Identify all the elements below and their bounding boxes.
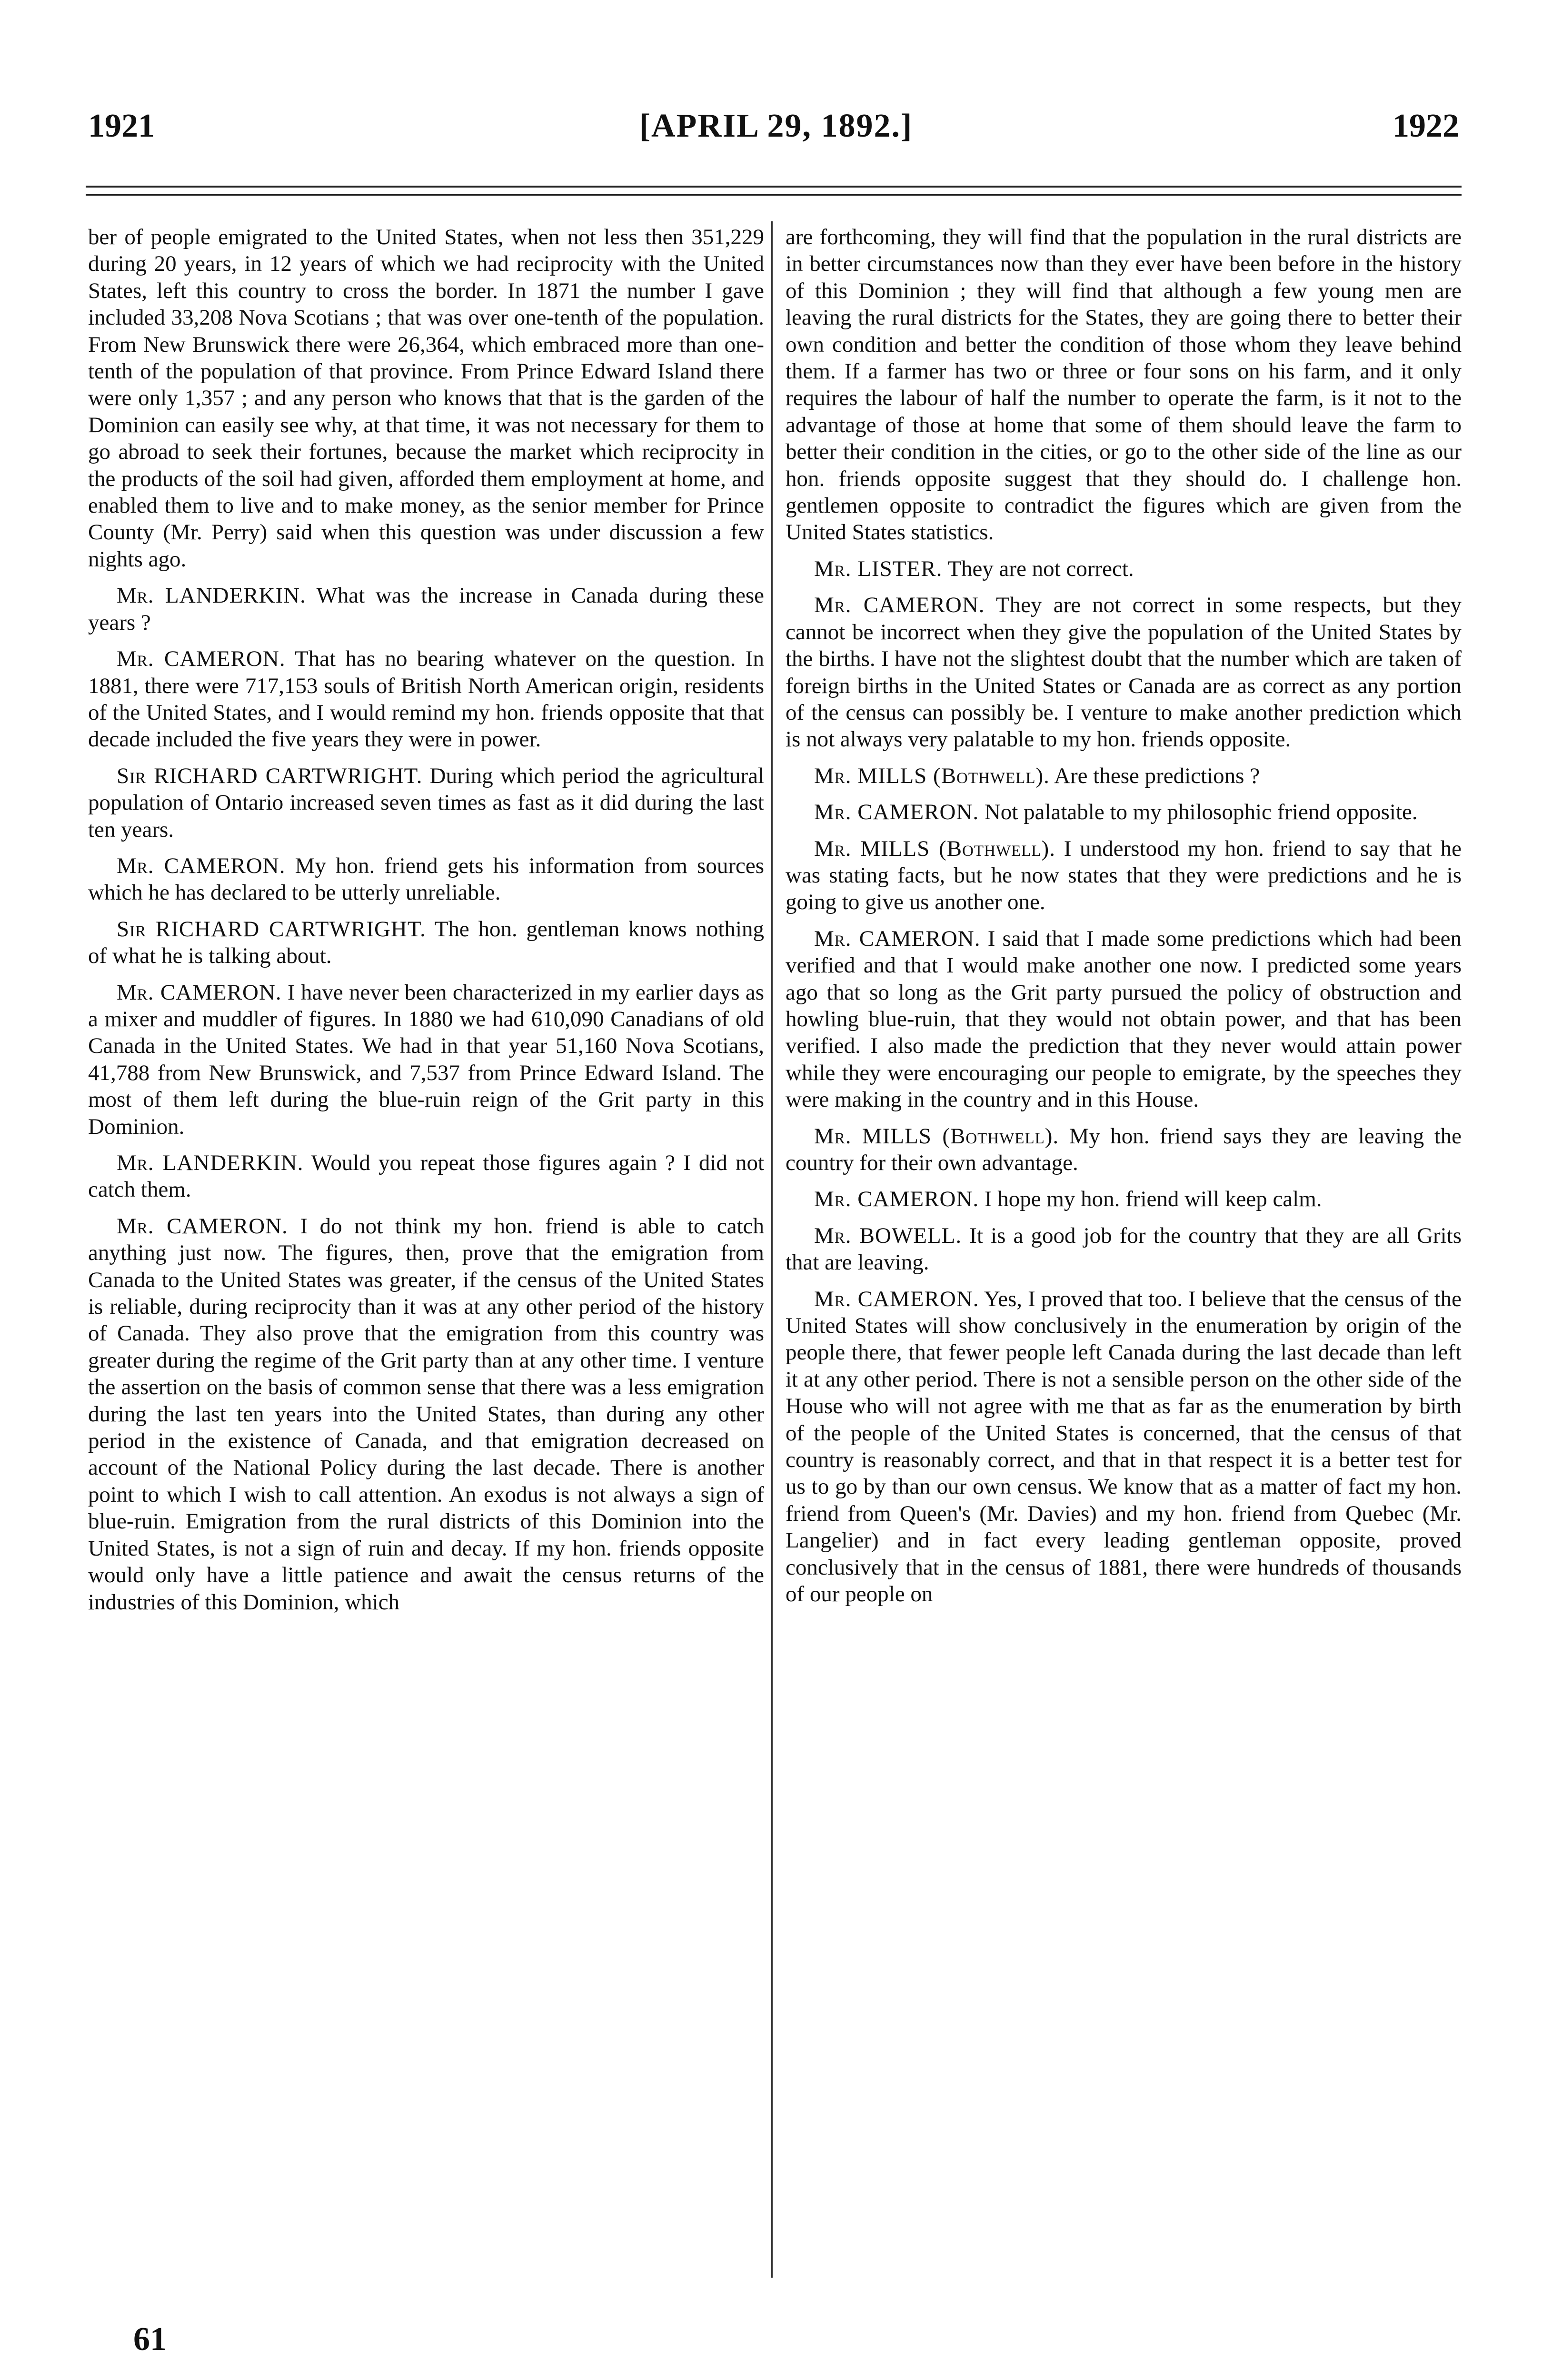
speech-text: I said that I made some predictions which had been verified and that I would make another one now. I predicted some years ago that so long as the Grit party pursued the policy of obstruction and howling blue-ruin, that they would not obtain power, and that has been verified. I also made the prediction that they never would attain power while they were encouraging our people to emigrate, by the speeches they were making in the country and in this House. bbox=[786, 926, 1462, 1112]
speech-paragraph bbox=[786, 799, 1462, 825]
page-number-right: 1922 bbox=[1393, 108, 1459, 144]
speech-text: The hon. gentleman knows nothing of what he is talking about. bbox=[88, 916, 765, 969]
speech-text: I have never been characterized in my earlier days as a mixer and muddler of figures. In 1880 we had 610,090 Canadians of old Canada in the United States. We had in that year 51,160 Nova Scotians, 41,788 from New Brunswick, and 7,537 from Prince Edward Island. The most of them left during the blue-ruin reign of the Grit party in this Dominion. bbox=[88, 980, 765, 1139]
speaker-name: Mr. CAMERON. bbox=[117, 646, 286, 672]
speech-text: Yes, I proved that too. I believe that the census of the United States will show conclusively in the enumeration by origin of the people there, that fewer people left Canada during the last decade than left it at any other period. There is not a sensible person on the other side of the House who will not agree with me that as far as the enumeration by birth of the people of the United States is concerned, that the census of that country is reasonably correct, and that in that respect it is a better test for us to go by than our own census. We know that as a matter of fact my hon. friend from Queen's (Mr. Davies) and my hon. friend from Quebec (Mr. Langelier) and in fact every leading gentleman opposite, proved conclusively that in the census of 1881, there were hundreds of thousands of our people on bbox=[786, 1286, 1462, 1607]
speech-paragraph bbox=[88, 916, 764, 970]
page-number-left: 1921 bbox=[88, 108, 155, 144]
header-rule-inner bbox=[86, 194, 1462, 196]
speech-text: It is a good job for the country that they are all Grits that are leaving. bbox=[786, 1223, 1462, 1275]
speech-paragraph bbox=[88, 1213, 764, 1616]
speaker-name: Mr. CAMERON. bbox=[814, 926, 981, 951]
speech-paragraph bbox=[786, 555, 1462, 582]
speech-text: are forthcoming, they will find that the population in the rural districts are in better circumstances now than they ever have been before in the history of this Dominion ; they will find that although a few young men are leaving the rural districts for the States, they are going there to better their own condition and better the condition of those whom they leave behind them. If a farmer has two or three or four sons on his farm, and it only requires the labour of half the number to operate the farm, is it not to the advantage of those at home that some of them should leave the farm to better their condition in the cities, or go to the other side of the line as our hon. friends opposite suggest that they should do. I challenge hon. gentlemen opposite to contradict the figures which are given from the United States statistics. bbox=[786, 225, 1462, 545]
left-column bbox=[88, 224, 764, 1625]
speech-text: During which period the agricultural population of Ontario increased seven times as fast as it did during the last ten years. bbox=[88, 763, 765, 842]
speech-paragraph bbox=[786, 224, 1462, 546]
speech-paragraph bbox=[786, 763, 1462, 789]
speech-paragraph bbox=[88, 224, 764, 573]
speech-text: They are not correct in some respects, but they cannot be incorrect when they give the population of the United States by the births. I have not the slightest doubt that the number which are taken of foreign births in the United States or Canada are as correct as any portion of the census can possibly be. I venture to make another prediction which is not always very palatable to my hon. friends opposite. bbox=[786, 593, 1462, 752]
speech-text: Are these predictions ? bbox=[1054, 763, 1260, 788]
speech-text: ber of people emigrated to the United States, when not less then 351,229 during 20 years, in 12 years of which we had reciprocity with the United States, left this country to cross the border. In 1871 the number I gave included 33,208 Nova Scotians ; that was over one-tenth of the population. From New Brunswick there were 26,364, which embraced more than one-tenth of the population of that province. From Prince Edward Island there were only 1,357 ; and any person who knows that that is the garden of the Dominion can easily see why, at that time, it was not necessary for them to go abroad to seek their fortunes, because the market which reciprocity in the products of the soil had given, afforded them employment at home, and enabled them to live and to make money, as the senior member for Prince County (Mr. Perry) said when this question was under discussion a few nights ago. bbox=[88, 225, 764, 572]
right-column bbox=[786, 224, 1462, 1617]
speech-paragraph bbox=[88, 853, 764, 906]
speech-paragraph bbox=[88, 645, 764, 753]
speech-text: My hon. friend gets his information from sources which he has declared to be utterly unreliable. bbox=[88, 853, 765, 905]
speech-paragraph bbox=[786, 925, 1462, 1113]
speaker-name: Mr. CAMERON. bbox=[814, 800, 979, 825]
speech-paragraph bbox=[786, 1222, 1462, 1276]
speech-text: They are not correct. bbox=[947, 556, 1134, 581]
speaker-name: Mr. CAMERON. bbox=[814, 593, 985, 618]
speaker-name: Mr. LANDERKIN. bbox=[117, 583, 306, 608]
speaker-name: Mr. LANDERKIN. bbox=[117, 1150, 304, 1175]
speech-paragraph bbox=[786, 1186, 1462, 1212]
speech-paragraph bbox=[88, 979, 764, 1140]
speech-paragraph bbox=[88, 763, 764, 843]
page-title: [APRIL 29, 1892.] bbox=[639, 108, 913, 144]
speech-text: Not palatable to my philosophic friend opposite. bbox=[984, 800, 1418, 825]
speaker-name: Mr. MILLS (Bothwell). bbox=[814, 763, 1050, 788]
speech-paragraph bbox=[88, 1150, 764, 1203]
signature-folio: 61 bbox=[133, 2321, 167, 2358]
speaker-name: Sir RICHARD CARTWRIGHT. bbox=[117, 763, 423, 788]
speaker-name: Mr. CAMERON. bbox=[117, 853, 286, 878]
speaker-name: Mr. CAMERON. bbox=[117, 1213, 288, 1239]
speech-text: I do not think my hon. friend is able to catch anything just now. The figures, then, prove that the emigration from Canada to the United States was greater, if the census of the United States is reliable, during reciprocity than it was at any other period of the history of Canada. They also prove that the emigration from this country was greater during the regime of the Grit party than at any other time. I venture the assertion on the basis of common sense that there was a less emigration during the last ten years into the United States, than during any other period in the existence of Canada, and that emigration decreased on account of the National Policy during the last decade. There is another point to which I wish to call attention. An exodus is not always a sign of blue-ruin. Emigration from the rural districts of this Dominion into the United States, is not a sign of ruin and decay. If my hon. friends opposite would only have a little patience and await the census returns of the industries of this Dominion, which bbox=[88, 1213, 765, 1615]
speaker-name: Sir RICHARD CARTWRIGHT. bbox=[117, 916, 426, 942]
speech-text: That has no bearing whatever on the question. In 1881, there were 717,153 souls of British North American origin, residents of the United States, and I would remind my hon. friends opposite that that decade included the five years they were in power. bbox=[88, 646, 764, 752]
speaker-name: Mr. CAMERON. bbox=[117, 980, 282, 1005]
speech-paragraph bbox=[88, 582, 764, 636]
header-rule bbox=[86, 186, 1462, 188]
speech-text: What was the increase in Canada during these years ? bbox=[88, 583, 764, 635]
speech-text: I understood my hon. friend to say that he was stating facts, but he now states that they were predictions and he is going to give us another one. bbox=[786, 836, 1462, 915]
speech-paragraph bbox=[786, 592, 1462, 753]
speaker-name: Mr. BOWELL. bbox=[814, 1223, 962, 1248]
speaker-name: Mr. CAMERON. bbox=[814, 1187, 979, 1212]
speech-text: My hon. friend says they are leaving the country for their own advantage. bbox=[786, 1123, 1462, 1175]
speaker-name: Mr. MILLS (Bothwell). bbox=[814, 1123, 1059, 1149]
speech-paragraph bbox=[786, 1123, 1462, 1177]
speech-text: Would you repeat those figures again ? I did not catch them. bbox=[88, 1150, 765, 1202]
speaker-name: Mr. LISTER. bbox=[814, 556, 943, 581]
speaker-name: Mr. MILLS (Bothwell). bbox=[814, 836, 1055, 861]
speech-text: I hope my hon. friend will keep calm. bbox=[984, 1187, 1322, 1212]
speaker-name: Mr. CAMERON. bbox=[814, 1286, 979, 1311]
column-divider bbox=[771, 221, 773, 2278]
speech-paragraph bbox=[786, 835, 1462, 916]
speech-paragraph bbox=[786, 1286, 1462, 1608]
